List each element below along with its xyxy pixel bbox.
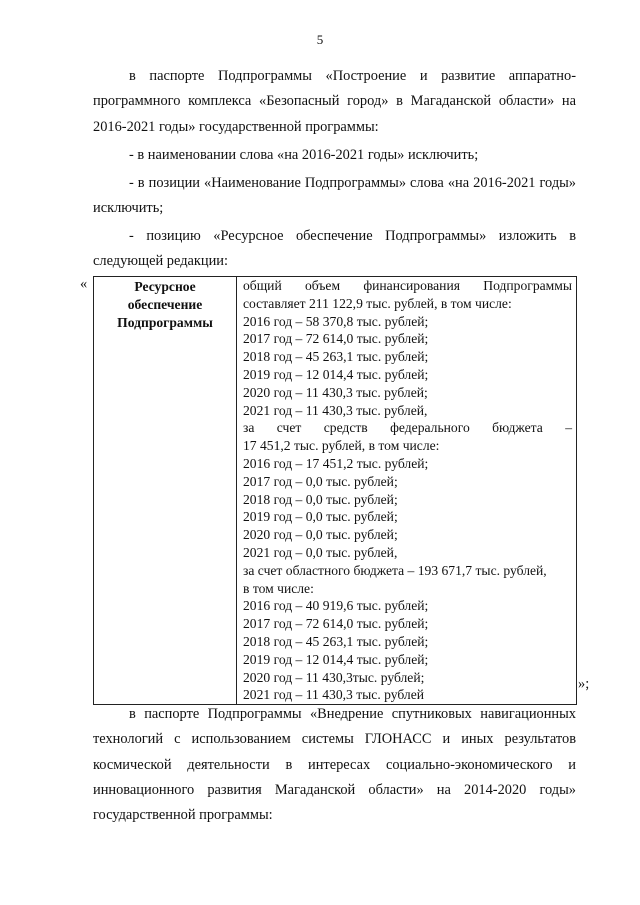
- table-row: [94, 277, 577, 705]
- content-line: 2018 год – 0,0 тыс. рублей;: [243, 491, 398, 507]
- content-line: 2020 год – 0,0 тыс. рублей;: [243, 527, 398, 543]
- content-line: 2017 год – 0,0 тыс. рублей;: [243, 473, 398, 489]
- page-number: 5: [316, 32, 324, 47]
- content-line: в том числе:: [243, 580, 314, 596]
- content-line: 2021 год – 11 430,3 тыс. рублей: [243, 687, 425, 703]
- resource-content-cell: [237, 277, 577, 705]
- label-line: Ресурсное: [134, 279, 196, 294]
- content-line: 2019 год – 0,0 тыс. рублей;: [243, 509, 398, 525]
- resource-provision-table: [93, 276, 577, 705]
- paragraph-name-change: - в наименовании слова «на 2016-2021 годы» исключить;: [129, 147, 479, 163]
- content-line: 2018 год – 45 263,1 тыс. рублей;: [243, 349, 429, 365]
- content-line: 2016 год – 17 451,2 тыс. рублей;: [243, 455, 429, 471]
- content-line: 2021 год – 0,0 тыс. рублей,: [243, 544, 398, 560]
- label-line: Подпрограммы: [117, 314, 213, 330]
- paragraph-glonass-passport: в паспорте Подпрограммы «Внедрение спутниковых навигационных технологий с использованием системы ГЛОНАСС и иных результатов космической деятельности в интересах социально-экономического и инновационного развития Магаданской области» на 2014-2020 годы» государственной программы:: [93, 706, 576, 824]
- content-line: 2016 год – 40 919,6 тыс. рублей;: [243, 598, 429, 614]
- resource-label-cell: [94, 277, 237, 705]
- content-line: 2018 год – 45 263,1 тыс. рублей;: [243, 633, 429, 649]
- content-line: 2017 год – 72 614,0 тыс. рублей;: [243, 331, 429, 347]
- content-line: 17 451,2 тыс. рублей, в том числе:: [243, 438, 440, 454]
- table-closing-quote: »;: [578, 676, 590, 692]
- table-opening-quote: «: [80, 276, 88, 292]
- content-line: 2019 год – 12 014,4 тыс. рублей;: [243, 651, 429, 667]
- content-line: 2021 год – 11 430,3 тыс. рублей,: [243, 402, 428, 418]
- paragraph-safe-city-passport: в паспорте Подпрограммы «Построение и развитие аппаратно-программного комплекса «Безопасный город» в Магаданской области» на 2016-2021 годы» государственной программы:: [93, 68, 576, 135]
- paragraph-position-name-change: - в позиции «Наименование Подпрограммы» слова «на 2016-2021 годы» исключить;: [93, 175, 576, 217]
- content-line: 2019 год – 12 014,4 тыс. рублей;: [243, 366, 429, 382]
- content-line: за счет средств федерального бюджета –: [243, 420, 572, 436]
- content-line: 2017 год – 72 614,0 тыс. рублей;: [243, 616, 429, 632]
- content-line: 2020 год – 11 430,3тыс. рублей;: [243, 669, 425, 685]
- content-line: 2016 год – 58 370,8 тыс. рублей;: [243, 313, 429, 329]
- content-line: 2020 год – 11 430,3 тыс. рублей;: [243, 384, 428, 400]
- paragraph-resource-position: - позицию «Ресурсное обеспечение Подпрограммы» изложить в следующей редакции:: [93, 228, 576, 270]
- content-line: составляет 211 122,9 тыс. рублей, в том числе:: [243, 295, 512, 311]
- label-line: обеспечение: [127, 296, 203, 312]
- content-line: общий объем финансирования Подпрограммы: [243, 278, 572, 293]
- content-line: за счет областного бюджета – 193 671,7 тыс. рублей,: [243, 562, 547, 578]
